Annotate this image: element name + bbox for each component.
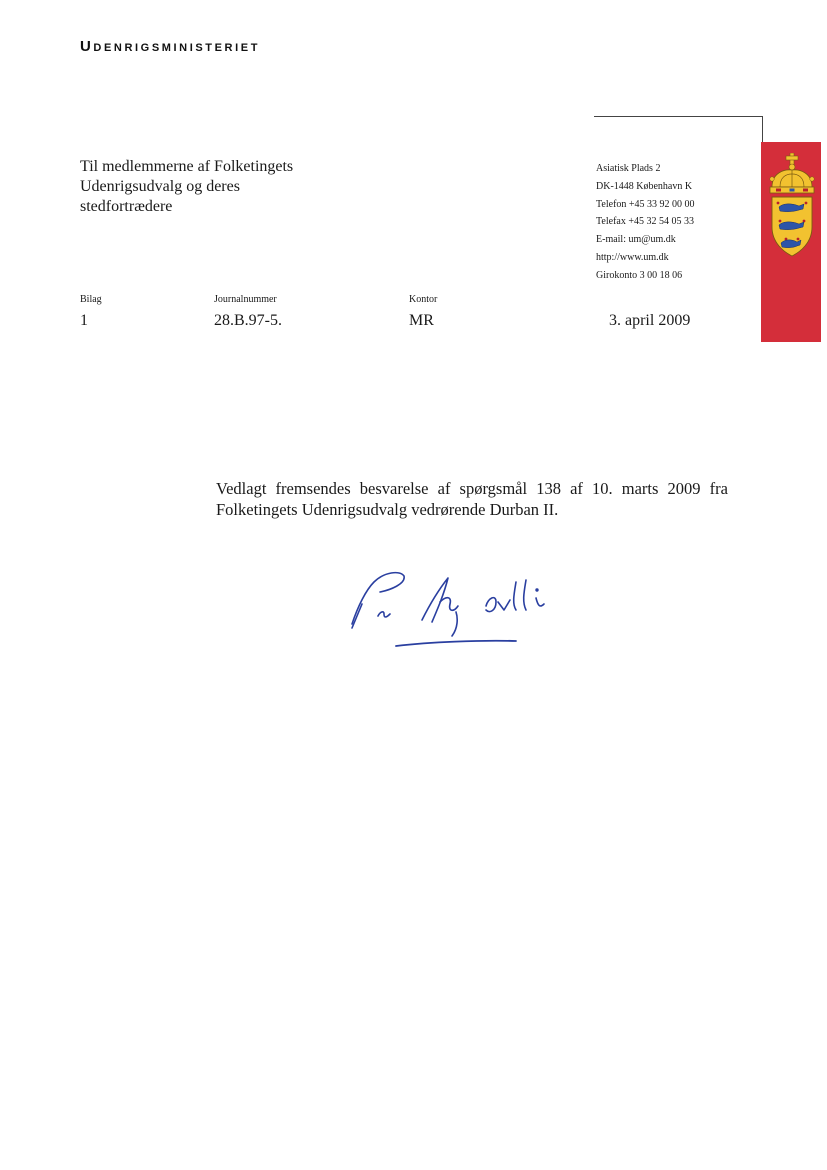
address-rule [594,116,762,117]
address-website: http://www.um.dk [596,251,669,263]
address-phone: Telefon +45 33 92 00 00 [596,198,695,210]
address-email: E-mail: um@um.dk [596,234,676,246]
bilag-value: 1 [80,312,88,329]
address-street: Asiatisk Plads 2 [596,163,661,174]
letter-body [216,478,728,520]
kontor-label: Kontor [409,294,438,305]
crest-icon [766,153,818,258]
recipient-block [80,157,380,217]
address-giro: Girokonto 3 00 18 06 [596,269,683,281]
letter-date: 3. april 2009 [609,312,691,329]
recipient-line: Til medlemmerne af Folketingets [80,158,294,175]
address-block [596,160,746,285]
address-city: DK-1448 København K [596,180,693,192]
journal-label: Journalnummer [214,294,277,305]
kontor-value: MR [409,312,434,329]
signature-mark [340,560,570,660]
journal-value: 28.B.97-5. [214,312,282,329]
recipient-line: stedfortrædere [80,198,173,215]
bilag-label: Bilag [80,294,102,305]
body-line: Folketingets Udenrigsudvalg vedrørende Durban II. [216,500,559,519]
recipient-line: Udenrigsudvalg og deres [80,178,240,195]
address-fax: Telefax +45 32 54 05 33 [596,216,694,228]
body-line: Vedlagt fremsendes besvarelse af spørgsmål 138 af 10. marts 2009 fra [216,479,728,498]
ministry-name: Udenrigsministeriet [80,38,261,55]
